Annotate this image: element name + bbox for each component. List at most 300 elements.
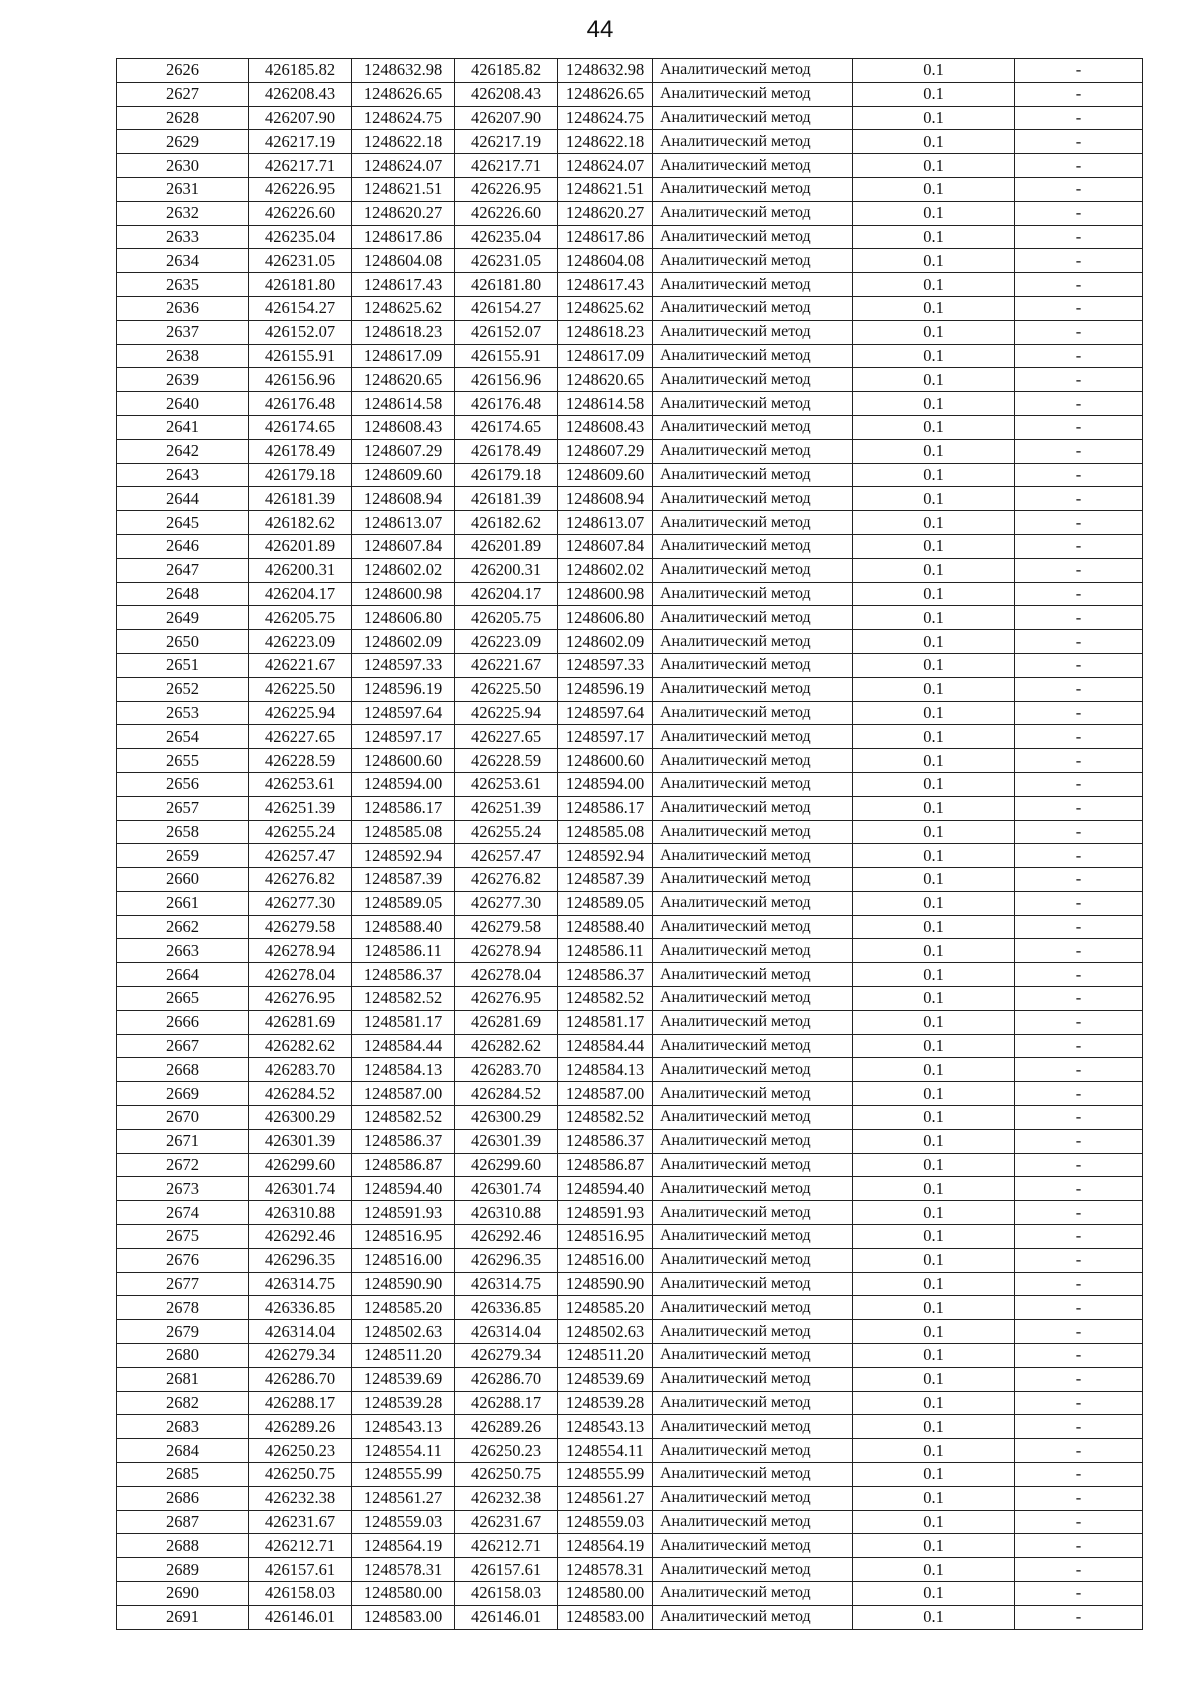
x-coordinate-repeat-cell: 426296.35 [455,1248,558,1272]
method-cell: Аналитический метод [653,987,853,1011]
note-cell: - [1015,463,1143,487]
method-cell: Аналитический метод [653,1486,853,1510]
table-row [117,82,1143,106]
x-coordinate-cell: 426225.50 [249,677,352,701]
table-row [117,606,1143,630]
point-number-cell: 2629 [117,130,249,154]
y-coordinate-repeat-cell: 1248621.51 [558,177,653,201]
x-coordinate-repeat-cell: 426152.07 [455,320,558,344]
y-coordinate-cell: 1248561.27 [352,1486,455,1510]
accuracy-cell: 0.1 [853,1558,1015,1582]
table-row [117,1058,1143,1082]
y-coordinate-repeat-cell: 1248586.87 [558,1153,653,1177]
note-cell: - [1015,844,1143,868]
y-coordinate-repeat-cell: 1248555.99 [558,1463,653,1487]
point-number-cell: 2674 [117,1201,249,1225]
y-coordinate-repeat-cell: 1248580.00 [558,1582,653,1606]
point-number-cell: 2676 [117,1248,249,1272]
accuracy-cell: 0.1 [853,1534,1015,1558]
x-coordinate-cell: 426281.69 [249,1010,352,1034]
x-coordinate-cell: 426231.67 [249,1510,352,1534]
accuracy-cell: 0.1 [853,1415,1015,1439]
table-row [117,701,1143,725]
method-cell: Аналитический метод [653,844,853,868]
table-row [117,130,1143,154]
table-row [117,868,1143,892]
y-coordinate-repeat-cell: 1248597.33 [558,653,653,677]
y-coordinate-cell: 1248597.64 [352,701,455,725]
y-coordinate-repeat-cell: 1248585.20 [558,1296,653,1320]
method-cell: Аналитический метод [653,1106,853,1130]
note-cell: - [1015,1510,1143,1534]
y-coordinate-repeat-cell: 1248600.60 [558,749,653,773]
y-coordinate-cell: 1248592.94 [352,844,455,868]
method-cell: Аналитический метод [653,511,853,535]
note-cell: - [1015,59,1143,83]
method-cell: Аналитический метод [653,1010,853,1034]
x-coordinate-cell: 426292.46 [249,1225,352,1249]
y-coordinate-cell: 1248597.33 [352,653,455,677]
method-cell: Аналитический метод [653,296,853,320]
table-row [117,1106,1143,1130]
accuracy-cell: 0.1 [853,963,1015,987]
x-coordinate-cell: 426225.94 [249,701,352,725]
y-coordinate-repeat-cell: 1248597.17 [558,725,653,749]
x-coordinate-repeat-cell: 426255.24 [455,820,558,844]
point-number-cell: 2638 [117,344,249,368]
note-cell: - [1015,1463,1143,1487]
note-cell: - [1015,154,1143,178]
accuracy-cell: 0.1 [853,749,1015,773]
y-coordinate-cell: 1248617.86 [352,225,455,249]
accuracy-cell: 0.1 [853,1082,1015,1106]
point-number-cell: 2641 [117,415,249,439]
x-coordinate-repeat-cell: 426231.67 [455,1510,558,1534]
point-number-cell: 2679 [117,1320,249,1344]
point-number-cell: 2651 [117,653,249,677]
x-coordinate-cell: 426314.75 [249,1272,352,1296]
accuracy-cell: 0.1 [853,1391,1015,1415]
point-number-cell: 2656 [117,772,249,796]
x-coordinate-repeat-cell: 426158.03 [455,1582,558,1606]
table-row [117,1582,1143,1606]
note-cell: - [1015,344,1143,368]
method-cell: Аналитический метод [653,701,853,725]
method-cell: Аналитический метод [653,1082,853,1106]
table-row [117,1296,1143,1320]
x-coordinate-repeat-cell: 426200.31 [455,558,558,582]
point-number-cell: 2686 [117,1486,249,1510]
y-coordinate-cell: 1248607.29 [352,439,455,463]
accuracy-cell: 0.1 [853,606,1015,630]
y-coordinate-repeat-cell: 1248578.31 [558,1558,653,1582]
y-coordinate-repeat-cell: 1248596.19 [558,677,653,701]
x-coordinate-cell: 426200.31 [249,558,352,582]
table-row [117,320,1143,344]
x-coordinate-cell: 426221.67 [249,653,352,677]
y-coordinate-repeat-cell: 1248587.00 [558,1082,653,1106]
y-coordinate-cell: 1248596.19 [352,677,455,701]
y-coordinate-repeat-cell: 1248590.90 [558,1272,653,1296]
y-coordinate-cell: 1248582.52 [352,1106,455,1130]
note-cell: - [1015,392,1143,416]
point-number-cell: 2627 [117,82,249,106]
point-number-cell: 2687 [117,1510,249,1534]
method-cell: Аналитический метод [653,1272,853,1296]
note-cell: - [1015,225,1143,249]
method-cell: Аналитический метод [653,868,853,892]
accuracy-cell: 0.1 [853,677,1015,701]
method-cell: Аналитический метод [653,487,853,511]
y-coordinate-repeat-cell: 1248539.69 [558,1367,653,1391]
note-cell: - [1015,1344,1143,1368]
y-coordinate-repeat-cell: 1248586.11 [558,939,653,963]
table-row [117,749,1143,773]
accuracy-cell: 0.1 [853,1010,1015,1034]
x-coordinate-cell: 426156.96 [249,368,352,392]
y-coordinate-repeat-cell: 1248608.43 [558,415,653,439]
method-cell: Аналитический метод [653,82,853,106]
x-coordinate-cell: 426336.85 [249,1296,352,1320]
point-number-cell: 2690 [117,1582,249,1606]
note-cell: - [1015,891,1143,915]
y-coordinate-cell: 1248584.13 [352,1058,455,1082]
note-cell: - [1015,987,1143,1011]
accuracy-cell: 0.1 [853,796,1015,820]
x-coordinate-repeat-cell: 426201.89 [455,534,558,558]
table-row [117,296,1143,320]
point-number-cell: 2650 [117,630,249,654]
note-cell: - [1015,653,1143,677]
x-coordinate-repeat-cell: 426283.70 [455,1058,558,1082]
x-coordinate-repeat-cell: 426276.82 [455,868,558,892]
y-coordinate-repeat-cell: 1248589.05 [558,891,653,915]
table-row [117,1129,1143,1153]
method-cell: Аналитический метод [653,796,853,820]
method-cell: Аналитический метод [653,558,853,582]
y-coordinate-repeat-cell: 1248502.63 [558,1320,653,1344]
x-coordinate-cell: 426278.04 [249,963,352,987]
table-row [117,677,1143,701]
point-number-cell: 2669 [117,1082,249,1106]
point-number-cell: 2630 [117,154,249,178]
note-cell: - [1015,1367,1143,1391]
x-coordinate-repeat-cell: 426289.26 [455,1415,558,1439]
accuracy-cell: 0.1 [853,891,1015,915]
page-number: 44 [586,16,614,43]
x-coordinate-cell: 426207.90 [249,106,352,130]
y-coordinate-repeat-cell: 1248607.84 [558,534,653,558]
x-coordinate-cell: 426235.04 [249,225,352,249]
table-row [117,225,1143,249]
y-coordinate-cell: 1248586.87 [352,1153,455,1177]
y-coordinate-repeat-cell: 1248554.11 [558,1439,653,1463]
table-row [117,463,1143,487]
point-number-cell: 2639 [117,368,249,392]
table-row [117,1534,1143,1558]
note-cell: - [1015,677,1143,701]
y-coordinate-cell: 1248516.00 [352,1248,455,1272]
table-row [117,439,1143,463]
x-coordinate-repeat-cell: 426232.38 [455,1486,558,1510]
note-cell: - [1015,1177,1143,1201]
note-cell: - [1015,1082,1143,1106]
point-number-cell: 2666 [117,1010,249,1034]
y-coordinate-repeat-cell: 1248602.02 [558,558,653,582]
x-coordinate-repeat-cell: 426281.69 [455,1010,558,1034]
accuracy-cell: 0.1 [853,344,1015,368]
x-coordinate-cell: 426288.17 [249,1391,352,1415]
table-row [117,653,1143,677]
accuracy-cell: 0.1 [853,415,1015,439]
point-number-cell: 2665 [117,987,249,1011]
y-coordinate-cell: 1248609.60 [352,463,455,487]
table-row [117,1272,1143,1296]
x-coordinate-cell: 426278.94 [249,939,352,963]
y-coordinate-repeat-cell: 1248587.39 [558,868,653,892]
x-coordinate-repeat-cell: 426156.96 [455,368,558,392]
y-coordinate-repeat-cell: 1248586.37 [558,963,653,987]
x-coordinate-cell: 426301.74 [249,1177,352,1201]
y-coordinate-repeat-cell: 1248613.07 [558,511,653,535]
x-coordinate-cell: 426250.75 [249,1463,352,1487]
table-row [117,344,1143,368]
x-coordinate-cell: 426228.59 [249,749,352,773]
y-coordinate-cell: 1248588.40 [352,915,455,939]
point-number-cell: 2673 [117,1177,249,1201]
note-cell: - [1015,106,1143,130]
accuracy-cell: 0.1 [853,1605,1015,1629]
method-cell: Аналитический метод [653,249,853,273]
y-coordinate-cell: 1248606.80 [352,606,455,630]
coordinates-table-body [117,59,1143,1630]
table-row [117,772,1143,796]
accuracy-cell: 0.1 [853,1486,1015,1510]
x-coordinate-repeat-cell: 426181.39 [455,487,558,511]
y-coordinate-repeat-cell: 1248584.44 [558,1034,653,1058]
note-cell: - [1015,82,1143,106]
y-coordinate-cell: 1248614.58 [352,392,455,416]
x-coordinate-cell: 426276.82 [249,868,352,892]
x-coordinate-cell: 426179.18 [249,463,352,487]
point-number-cell: 2642 [117,439,249,463]
method-cell: Аналитический метод [653,368,853,392]
accuracy-cell: 0.1 [853,1344,1015,1368]
method-cell: Аналитический метод [653,677,853,701]
accuracy-cell: 0.1 [853,463,1015,487]
x-coordinate-cell: 426299.60 [249,1153,352,1177]
note-cell: - [1015,796,1143,820]
method-cell: Аналитический метод [653,1058,853,1082]
x-coordinate-repeat-cell: 426276.95 [455,987,558,1011]
method-cell: Аналитический метод [653,1129,853,1153]
y-coordinate-cell: 1248564.19 [352,1534,455,1558]
x-coordinate-cell: 426204.17 [249,582,352,606]
point-number-cell: 2675 [117,1225,249,1249]
y-coordinate-cell: 1248626.65 [352,82,455,106]
table-row [117,725,1143,749]
method-cell: Аналитический метод [653,939,853,963]
x-coordinate-repeat-cell: 426207.90 [455,106,558,130]
x-coordinate-cell: 426286.70 [249,1367,352,1391]
y-coordinate-repeat-cell: 1248620.65 [558,368,653,392]
y-coordinate-repeat-cell: 1248588.40 [558,915,653,939]
point-number-cell: 2683 [117,1415,249,1439]
note-cell: - [1015,582,1143,606]
point-number-cell: 2664 [117,963,249,987]
point-number-cell: 2672 [117,1153,249,1177]
method-cell: Аналитический метод [653,1558,853,1582]
x-coordinate-repeat-cell: 426279.34 [455,1344,558,1368]
x-coordinate-cell: 426208.43 [249,82,352,106]
method-cell: Аналитический метод [653,225,853,249]
y-coordinate-cell: 1248584.44 [352,1034,455,1058]
y-coordinate-repeat-cell: 1248608.94 [558,487,653,511]
x-coordinate-repeat-cell: 426314.04 [455,1320,558,1344]
y-coordinate-repeat-cell: 1248617.43 [558,273,653,297]
y-coordinate-repeat-cell: 1248625.62 [558,296,653,320]
table-row [117,1486,1143,1510]
table-row [117,1391,1143,1415]
y-coordinate-repeat-cell: 1248632.98 [558,59,653,83]
point-number-cell: 2668 [117,1058,249,1082]
accuracy-cell: 0.1 [853,725,1015,749]
table-row [117,1463,1143,1487]
x-coordinate-repeat-cell: 426299.60 [455,1153,558,1177]
y-coordinate-repeat-cell: 1248626.65 [558,82,653,106]
note-cell: - [1015,1058,1143,1082]
y-coordinate-cell: 1248600.60 [352,749,455,773]
accuracy-cell: 0.1 [853,59,1015,83]
x-coordinate-repeat-cell: 426205.75 [455,606,558,630]
x-coordinate-cell: 426181.39 [249,487,352,511]
accuracy-cell: 0.1 [853,1248,1015,1272]
y-coordinate-repeat-cell: 1248594.40 [558,1177,653,1201]
y-coordinate-repeat-cell: 1248602.09 [558,630,653,654]
x-coordinate-repeat-cell: 426301.74 [455,1177,558,1201]
accuracy-cell: 0.1 [853,939,1015,963]
method-cell: Аналитический метод [653,415,853,439]
y-coordinate-repeat-cell: 1248614.58 [558,392,653,416]
note-cell: - [1015,868,1143,892]
x-coordinate-repeat-cell: 426223.09 [455,630,558,654]
y-coordinate-cell: 1248604.08 [352,249,455,273]
y-coordinate-cell: 1248586.37 [352,963,455,987]
y-coordinate-repeat-cell: 1248620.27 [558,201,653,225]
x-coordinate-cell: 426251.39 [249,796,352,820]
accuracy-cell: 0.1 [853,177,1015,201]
y-coordinate-cell: 1248624.75 [352,106,455,130]
table-row [117,1177,1143,1201]
y-coordinate-cell: 1248621.51 [352,177,455,201]
method-cell: Аналитический метод [653,439,853,463]
y-coordinate-repeat-cell: 1248564.19 [558,1534,653,1558]
note-cell: - [1015,1582,1143,1606]
y-coordinate-cell: 1248511.20 [352,1344,455,1368]
x-coordinate-repeat-cell: 426278.94 [455,939,558,963]
method-cell: Аналитический метод [653,1582,853,1606]
y-coordinate-cell: 1248613.07 [352,511,455,535]
y-coordinate-cell: 1248543.13 [352,1415,455,1439]
accuracy-cell: 0.1 [853,558,1015,582]
table-row [117,534,1143,558]
x-coordinate-cell: 426250.23 [249,1439,352,1463]
x-coordinate-repeat-cell: 426288.17 [455,1391,558,1415]
x-coordinate-cell: 426176.48 [249,392,352,416]
x-coordinate-repeat-cell: 426310.88 [455,1201,558,1225]
y-coordinate-cell: 1248586.11 [352,939,455,963]
accuracy-cell: 0.1 [853,392,1015,416]
y-coordinate-repeat-cell: 1248582.52 [558,987,653,1011]
y-coordinate-repeat-cell: 1248584.13 [558,1058,653,1082]
note-cell: - [1015,1153,1143,1177]
point-number-cell: 2636 [117,296,249,320]
table-row [117,1439,1143,1463]
point-number-cell: 2648 [117,582,249,606]
y-coordinate-repeat-cell: 1248516.00 [558,1248,653,1272]
y-coordinate-repeat-cell: 1248622.18 [558,130,653,154]
y-coordinate-repeat-cell: 1248606.80 [558,606,653,630]
method-cell: Аналитический метод [653,606,853,630]
x-coordinate-repeat-cell: 426231.05 [455,249,558,273]
note-cell: - [1015,558,1143,582]
point-number-cell: 2677 [117,1272,249,1296]
method-cell: Аналитический метод [653,130,853,154]
note-cell: - [1015,1296,1143,1320]
table-row [117,1201,1143,1225]
accuracy-cell: 0.1 [853,582,1015,606]
table-row [117,820,1143,844]
y-coordinate-cell: 1248539.28 [352,1391,455,1415]
accuracy-cell: 0.1 [853,987,1015,1011]
x-coordinate-cell: 426279.58 [249,915,352,939]
method-cell: Аналитический метод [653,1534,853,1558]
table-row [117,582,1143,606]
table-row [117,59,1143,83]
table-row [117,1010,1143,1034]
note-cell: - [1015,1201,1143,1225]
y-coordinate-cell: 1248585.20 [352,1296,455,1320]
x-coordinate-repeat-cell: 426208.43 [455,82,558,106]
x-coordinate-cell: 426181.80 [249,273,352,297]
point-number-cell: 2659 [117,844,249,868]
x-coordinate-repeat-cell: 426225.50 [455,677,558,701]
accuracy-cell: 0.1 [853,915,1015,939]
x-coordinate-cell: 426201.89 [249,534,352,558]
x-coordinate-repeat-cell: 426174.65 [455,415,558,439]
x-coordinate-repeat-cell: 426182.62 [455,511,558,535]
table-row [117,415,1143,439]
point-number-cell: 2670 [117,1106,249,1130]
method-cell: Аналитический метод [653,820,853,844]
method-cell: Аналитический метод [653,1225,853,1249]
table-row [117,511,1143,535]
point-number-cell: 2649 [117,606,249,630]
x-coordinate-repeat-cell: 426257.47 [455,844,558,868]
note-cell: - [1015,725,1143,749]
x-coordinate-repeat-cell: 426221.67 [455,653,558,677]
point-number-cell: 2644 [117,487,249,511]
x-coordinate-cell: 426182.62 [249,511,352,535]
point-number-cell: 2689 [117,1558,249,1582]
accuracy-cell: 0.1 [853,1320,1015,1344]
x-coordinate-repeat-cell: 426217.19 [455,130,558,154]
table-row [117,273,1143,297]
point-number-cell: 2663 [117,939,249,963]
method-cell: Аналитический метод [653,963,853,987]
method-cell: Аналитический метод [653,915,853,939]
x-coordinate-repeat-cell: 426301.39 [455,1129,558,1153]
